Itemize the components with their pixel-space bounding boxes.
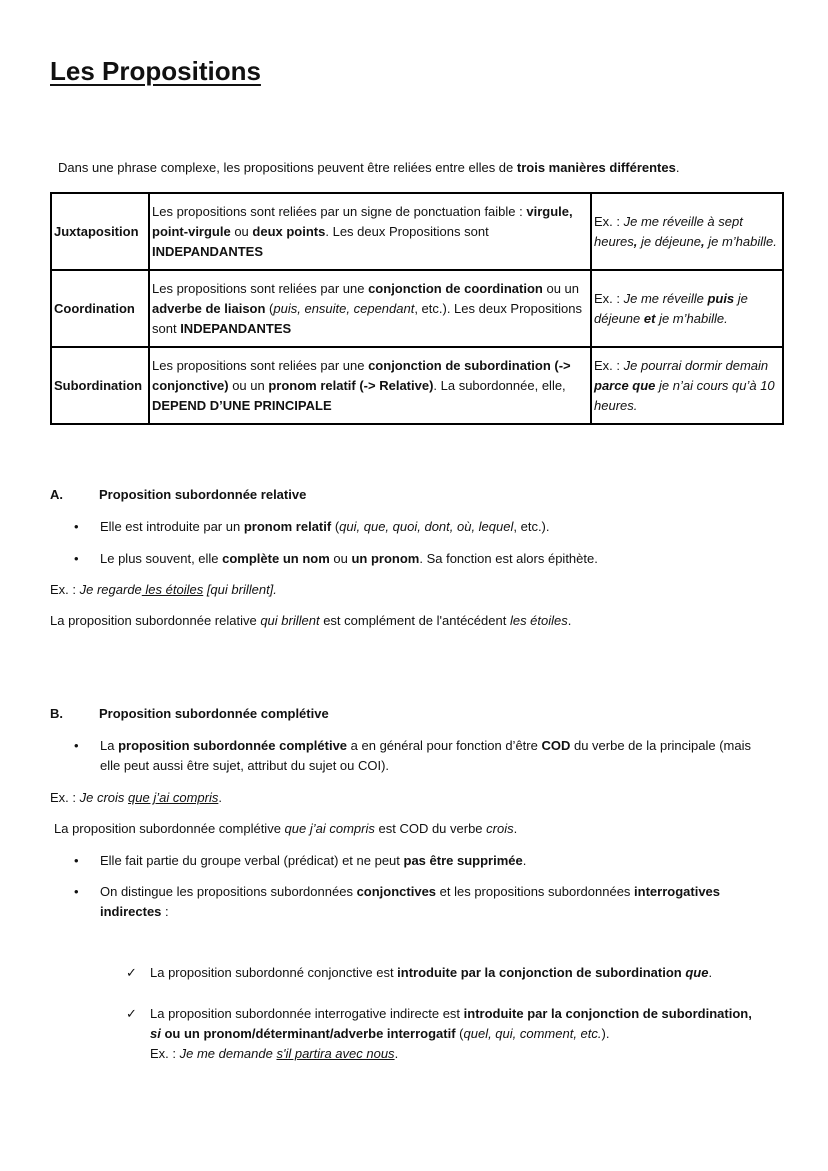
text-run: Je crois	[79, 790, 129, 805]
text-run: .	[522, 853, 527, 868]
bullet-text	[100, 549, 598, 569]
text-run: que j’ai compris	[284, 821, 375, 836]
text-run: ou	[329, 551, 352, 566]
text-run: DEPEND D’UNE PRINCIPALE	[152, 397, 332, 413]
text-run: Je pourrai dormir demain	[623, 357, 769, 373]
text-run: Je me réveille à sept heures	[594, 213, 743, 249]
section-b-heading	[50, 706, 329, 721]
text-run: je m’habille.	[655, 310, 728, 326]
text-run: , etc.). Les deux Propositions sont	[152, 300, 582, 336]
section-b-explanation	[54, 819, 517, 839]
text-run: Je me demande	[179, 1046, 277, 1061]
text-run: COD	[541, 738, 571, 753]
text-run: et	[643, 310, 656, 326]
text-run: si	[150, 1026, 161, 1041]
text-run: ou	[230, 223, 253, 239]
bullet-glyph: •	[74, 519, 79, 534]
text-run: Ex. :	[594, 213, 624, 229]
page-title: Les Propositions	[50, 56, 261, 86]
table-row-coordination	[51, 270, 783, 347]
text-run: je déjeune	[637, 233, 701, 249]
text-run: ,	[633, 233, 638, 249]
bullet-glyph: •	[74, 551, 79, 566]
text-run: que	[685, 965, 709, 980]
text-run: crois	[486, 821, 514, 836]
check-text	[150, 963, 712, 983]
section-a-example	[50, 580, 277, 600]
text-run: ou un	[228, 377, 269, 393]
section-b-bullet-2	[74, 851, 526, 871]
table-row-subordination	[51, 347, 783, 424]
text-run: puis, ensuite, cependant	[273, 300, 415, 316]
text-run: Ex. :	[594, 290, 624, 306]
text-run: je déjeune	[594, 290, 748, 326]
text-run: . La subordonnée, elle,	[433, 377, 566, 393]
text-run: conjonction de coordination	[368, 280, 543, 296]
text-run: introduite par la conjonction de subordination,	[463, 1006, 752, 1021]
text-run: conjonction de subordination (-> conjonctive)	[152, 357, 571, 393]
text-run: Le plus souvent, elle	[100, 551, 223, 566]
cell-example	[591, 270, 783, 347]
text-run: parce que	[594, 377, 656, 393]
text-run: Ex. :	[594, 357, 624, 373]
text-run: Les propositions sont reliées par une	[152, 357, 369, 373]
text-run: quel, qui, comment, etc.	[463, 1026, 602, 1041]
check-example	[150, 1046, 398, 1061]
text-run: et les propositions subordonnées	[436, 884, 635, 899]
cell-type: Juxtaposition	[51, 193, 149, 270]
text-run: est complément de l'antécédent	[319, 613, 510, 628]
section-b-check-2	[126, 1004, 766, 1064]
check-icon: ✓	[126, 965, 137, 980]
bullet-text	[100, 517, 550, 537]
propositions-table	[50, 192, 784, 425]
section-a-heading	[50, 487, 306, 502]
section-a-explanation	[50, 611, 571, 631]
text-run: . Les deux Propositions sont	[325, 223, 489, 239]
text-run: virgule, point-virgule	[152, 203, 573, 239]
text-run: ,	[701, 233, 705, 249]
text-run: La proposition subordonné conjonctive est	[150, 965, 398, 980]
text-run: je n’ai cours qu’à 10 heures.	[594, 377, 775, 413]
text-run: INDEPANDANTES	[180, 320, 292, 336]
text-run: pronom relatif (-> Relative)	[268, 377, 434, 393]
text-run: a en général pour fonction d’être	[347, 738, 542, 753]
text-run: qui, que, quoi, dont, où, lequel	[339, 519, 514, 534]
text-run: introduite par la conjonction de subordination	[397, 965, 686, 980]
text-run: La proposition subordonnée relative	[50, 613, 261, 628]
bullet-glyph: •	[74, 738, 79, 753]
text-run: adverbe de liaison	[152, 300, 266, 316]
text-run: un pronom/déterminant/adverbe interrogatif	[183, 1026, 456, 1041]
text-run: .	[218, 790, 222, 805]
text-run: La proposition subordonnée complétive	[54, 821, 285, 836]
cell-description	[149, 193, 591, 270]
text-run: Les propositions sont reliées par une	[152, 280, 369, 296]
check-text	[150, 1004, 766, 1064]
text-run: pas être supprimée	[403, 853, 523, 868]
text-run: Ex. :	[50, 582, 80, 597]
bullet-text	[100, 736, 764, 776]
section-b-letter: B.	[50, 706, 63, 721]
text-run: conjonctives	[356, 884, 437, 899]
text-run: un pronom	[351, 551, 420, 566]
text-run: je m’habille.	[704, 233, 777, 249]
text-run: s'il partira avec nous	[276, 1046, 395, 1061]
cell-example	[591, 193, 783, 270]
text-run: du verbe de la principale (mais elle peut aussi être sujet, attribut du sujet ou COI).	[100, 738, 752, 773]
text-run: qui brillent	[260, 613, 320, 628]
text-run: proposition subordonnée complétive	[118, 738, 348, 753]
section-a-title: Proposition subordonnée relative	[99, 487, 307, 502]
text-run: est COD du verbe	[374, 821, 487, 836]
text-run: [qui brillent].	[203, 582, 277, 597]
cell-description	[149, 347, 591, 424]
text-run: .	[708, 965, 713, 980]
cell-type: Subordination	[51, 347, 149, 424]
cell-description	[149, 270, 591, 347]
section-b-bullet-3	[74, 882, 764, 922]
text-run: interrogatives indirectes	[100, 884, 721, 919]
text-run: Je regarde	[79, 582, 142, 597]
text-run: Les propositions sont reliées par un signe de ponctuation faible :	[152, 203, 527, 219]
intro-paragraph	[58, 160, 679, 175]
text-run: pronom relatif	[243, 519, 332, 534]
text-run: deux points	[252, 223, 326, 239]
bullet-glyph: •	[74, 853, 79, 868]
text-run: ).	[601, 1026, 610, 1041]
text-run: .	[567, 613, 572, 628]
text-run: (	[265, 300, 274, 316]
cell-example	[591, 347, 783, 424]
section-b-title: Proposition subordonnée complétive	[99, 706, 329, 721]
text-run: La	[100, 738, 119, 753]
section-a-bullet-1	[74, 517, 550, 537]
text-run: INDEPANDANTES	[152, 243, 263, 259]
text-run: ou	[160, 1026, 184, 1041]
bullet-text	[100, 882, 764, 922]
text-run: :	[161, 904, 169, 919]
bullet-text	[100, 851, 526, 871]
text-run: , etc.).	[513, 519, 550, 534]
text-run: La proposition subordonnée interrogative indirecte est	[150, 1006, 464, 1021]
text-run: (	[455, 1026, 464, 1041]
text-run: Ex. :	[50, 790, 80, 805]
section-b-check-1	[126, 963, 712, 983]
intro-end: .	[675, 160, 680, 175]
text-run: complète un nom	[222, 551, 330, 566]
section-b-bullet-1	[74, 736, 764, 776]
table-row-juxtaposition	[51, 193, 783, 270]
text-run: ou un	[542, 280, 580, 296]
check-icon: ✓	[126, 1006, 137, 1021]
section-a-bullet-2	[74, 549, 598, 569]
text-run: les étoiles	[509, 613, 568, 628]
bullet-glyph: •	[74, 884, 79, 899]
text-run: Ex. :	[150, 1046, 180, 1061]
text-run: .	[513, 821, 518, 836]
text-run: que j’ai compris	[128, 790, 219, 805]
check-text-main	[150, 1006, 752, 1041]
section-b-example	[50, 788, 222, 808]
text-run: Je me réveille	[623, 290, 708, 306]
intro-bold: trois manières différentes	[516, 160, 676, 175]
cell-type: Coordination	[51, 270, 149, 347]
text-run: .	[394, 1046, 399, 1061]
text-run: les étoiles	[141, 582, 204, 597]
text-run: On distingue les propositions subordonnées	[100, 884, 357, 899]
text-run: . Sa fonction est alors épithète.	[419, 551, 598, 566]
section-a-letter: A.	[50, 487, 63, 502]
text-run: (	[331, 519, 340, 534]
intro-text: Dans une phrase complexe, les propositions peuvent être reliées entre elles de	[58, 160, 517, 175]
text-run: Elle fait partie du groupe verbal (prédicat) et ne peut	[100, 853, 404, 868]
text-run: puis	[707, 290, 735, 306]
text-run: Elle est introduite par un	[100, 519, 244, 534]
